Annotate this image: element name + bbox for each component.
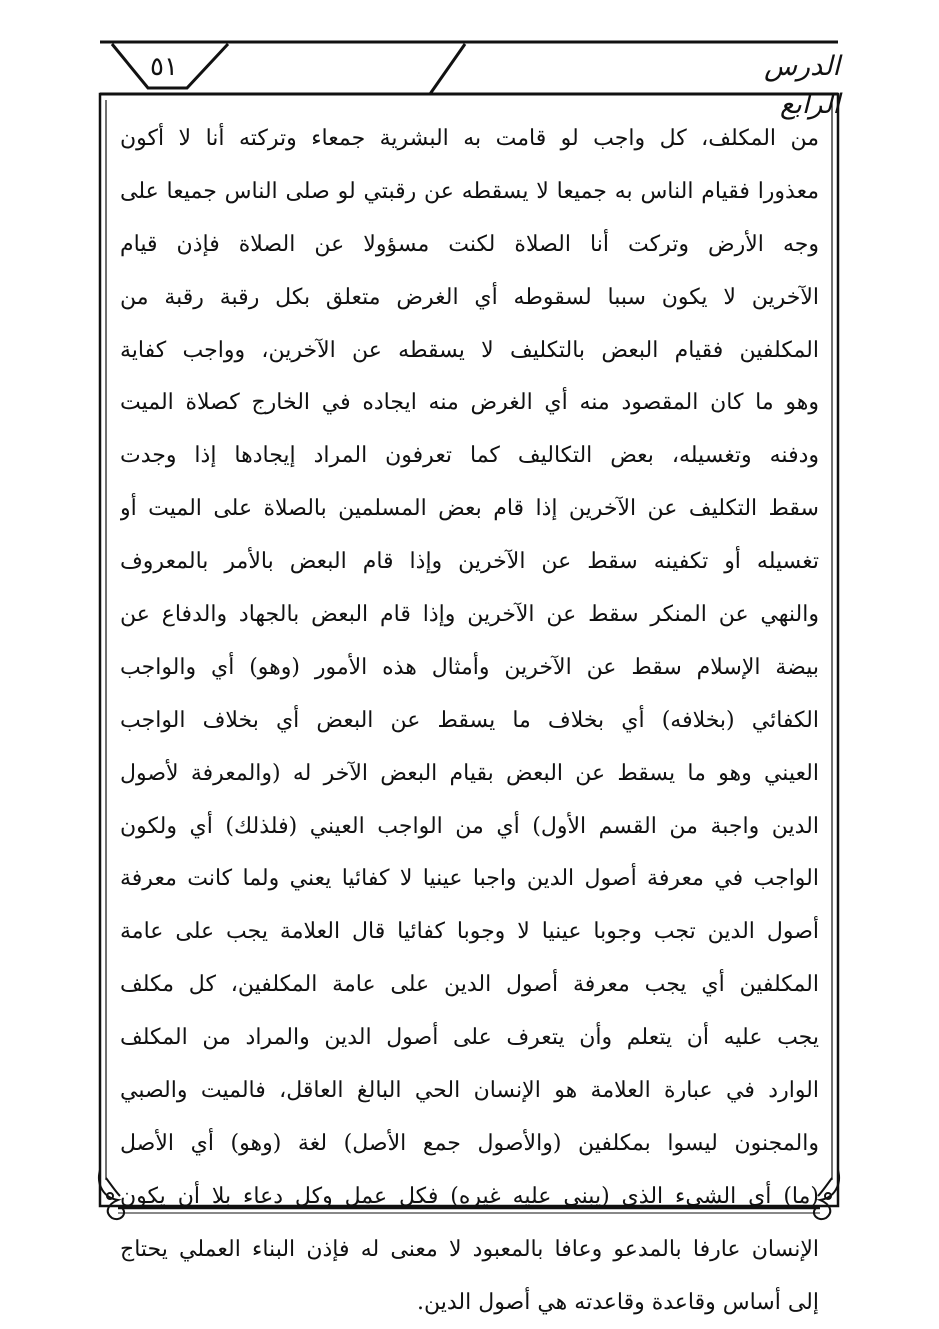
body-line: العيني وهو ما يسقط عن البعض بقيام البعض الآخر له (والمعرفة لأصول [120, 760, 819, 786]
running-title: الدرس الرابع [764, 51, 840, 120]
body-line: وهو ما كان المقصود منه أي الغرض منه ايجاده في الخارج كصلاة الميت [120, 390, 819, 416]
body-line: الواجب في معرفة أصول الدين واجبا عينيا لا كفائيا يعني ولما كانت معرفة [120, 866, 819, 892]
body-line: أصول الدين تجب وجوبا عينيا لا وجوبا كفائيا قال العلامة يجب على عامة [120, 919, 819, 945]
body-line: ودفنه وتغسيله، بعض التكاليف كما تعرفون المراد إيجادها إذا وجدت [120, 443, 819, 469]
body-line: بيضة الإسلام سقط عن الآخرين وأمثال هذه الأمور (وهو) أي والواجب [120, 654, 819, 680]
body-line: الكفائي (بخلافه) أي بخلاف ما يسقط عن البعض أي بخلاف الواجب [120, 707, 819, 733]
body-line-last: إلى أساس وقاعدة وقاعدته هي أصول الدين. [416, 1289, 819, 1315]
body-line: معذورا فقيام الناس به جميعا لا يسقطه عن رقبتي لو صلى الناس جميعا على [120, 178, 819, 204]
title-tab-slant [430, 44, 465, 94]
body-line: المكلفين أي يجب معرفة أصول الدين على عامة المكلفين، كل مكلف [120, 972, 819, 998]
body-line: يجب عليه أن يتعلم وأن يتعرف على أصول الدين والمراد من المكلف [120, 1025, 819, 1051]
body-line: الإنسان عارفا بالمدعو وعافا بالمعبود لا معنى له فإذن البناء العملي يحتاج [120, 1236, 819, 1262]
body-line: الوارد في عبارة العلامة هو الإنسان الحي البالغ العاقل، فالميت والصبي [120, 1078, 819, 1104]
body-line: سقط التكليف عن الآخرين إذا قام بعض المسلمين بالصلاة على الميت أو [120, 496, 819, 522]
body-text [120, 113, 819, 1315]
body-line: والنهي عن المنكر سقط عن الآخرين وإذا قام البعض بالجهاد والدفاع عن [120, 602, 819, 628]
body-line: (ما) أي الشيء الذي (يبنى عليه غيره) فكل عمل وكل دعاء بلا أن يكون [120, 1183, 819, 1209]
body-line: من المكلف، كل واجب لو قامت به البشرية جمعاء وتركته أنا لا أكون [120, 126, 819, 151]
page-number: ٥١ [150, 52, 178, 82]
body-line: والمجنون ليسوا بمكلفين (والأصول جمع الأصل) لغة (وهو) أي الأصل [120, 1130, 819, 1156]
body-line: المكلفين فقيام البعض بالتكليف لا يسقطه عن الآخرين، وواجب كفاية [120, 337, 819, 363]
body-line: وجه الأرض وتركت أنا الصلاة لكنت مسؤولا عن الصلاة فإذن قيام [120, 231, 819, 257]
body-line: الدين واجبة من القسم الأول) أي من الواجب العيني (فلذلك) أي ولكون [120, 813, 819, 839]
body-line: تغسيله أو تكفينه سقط عن الآخرين وإذا قام البعض بالأمر بالمعروف [120, 549, 819, 575]
body-line: الآخرين لا يكون سببا لسقوطه أي الغرض متعلق بكل رقبة رقبة من [120, 284, 819, 310]
